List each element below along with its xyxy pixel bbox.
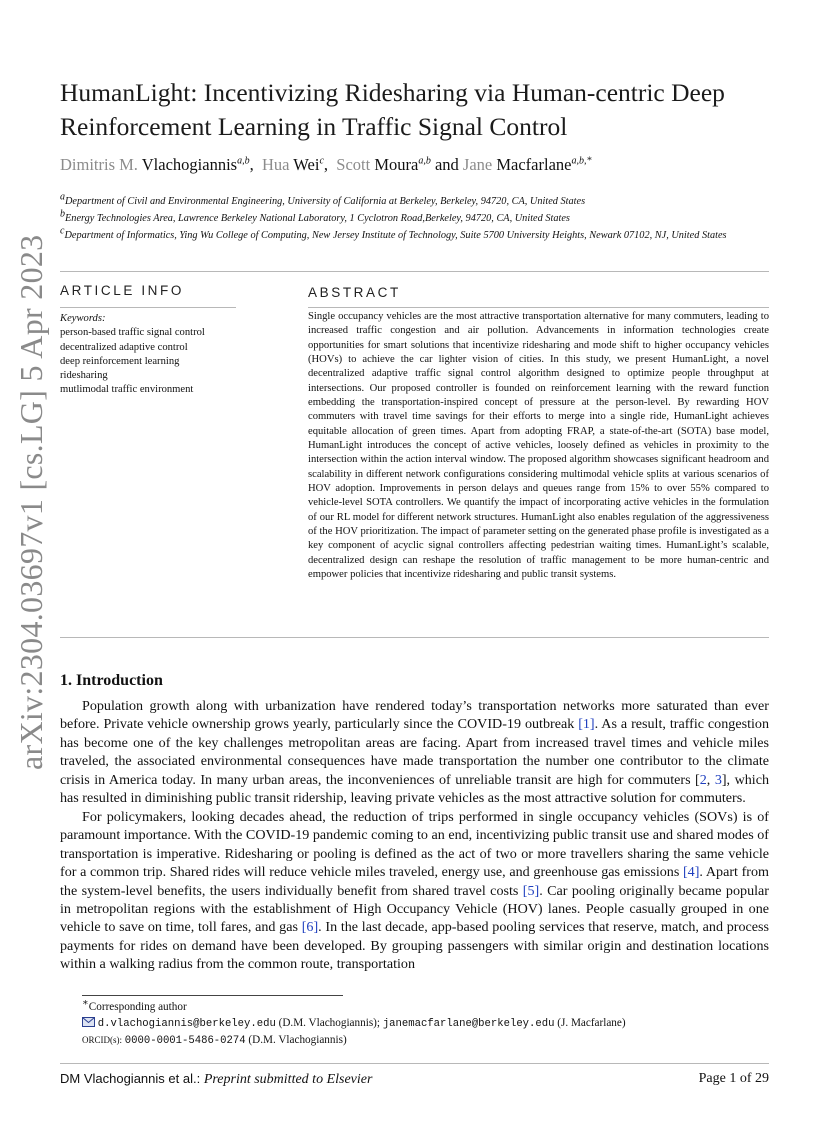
paragraph: Population growth along with urbanization have rendered today’s transportation networks more saturated than ever before. Private vehicle ownership grows yearly, particularly since the COVID-19 outbreak [1]. As a result, traffic congestion has become one of the key challenges metropolitan areas are facing. Apart from increased travel times and vehicle miles traveled, the associated environmental consequences have made transportation the number one contributor to the climate crisis in America today. In many urban areas, the inconveniences of unreliable transit are high for commuters [2, 3], which has resulted in diminishing public transit ridership, leaving private vehicles as the most attractive solution for commuters.: [60, 698, 770, 807]
keyword: decentralized adaptive control: [60, 341, 188, 353]
orcid-link[interactable]: 0000-0001-5486-0274: [124, 1035, 246, 1047]
affiliation: $^c$Department of Informatics, Ying Wu College of Computing, New Jersey Institute of Technology, Suite 5700 University Heights, Newark 07102, NJ, United States: [60, 225, 727, 241]
affiliation: $^b$Energy Technologies Area, Lawrence Berkeley National Laboratory, 1 Cyclotron Road,Berkeley, 94720, CA, United States: [60, 208, 570, 224]
abstract-text: Single occupancy vehicles are the most attractive transportation alternative for many commuters, leading to increased traffic congestion and air pollution. Advancements in information technologies create opportunities for smart solutions that incentivize ridesharing and mode shift to higher occupancy vehicles (HOVs) to achieve the car lighter vision of cities. In this study, we present HumanLight, a novel decentralized adaptive traffic signal control algorithm designed to optimize people throughput at intersections. Our proposed controller is founded on reinforcement learning with the reward function embedding the transportation-inspired concept of pressure at the person-level. By rewarding HOV commuters with travel time savings for their efforts to merge into a single ride, HumanLight achieves equitable allocation of green times. Apart from adopting FRAP, a state-of-the-art (SOTA) base model, HumanLight introduces the concept of active vehicles, loosely defined as vehicles in proximity to the intersection within the action interval window. The proposed algorithm showcases significant headroom and scalability in different network configurations considering multimodal vehicle splits at various scenarios of HOV adoption. Improvements in person delays and queues range from 15% to over 55% compared to vehicle-level SOTA controllers. We quantify the impact of incorporating active vehicles in the formulation of our RL model for different network structures. HumanLight also enables regulation of the aggressiveness of the HOV prioritization. The impact of parameter setting on the generated phase profile is investigated as a key component of acyclic signal controllers affecting pedestrian waiting times. HumanLight’s scalable, decentralized design can reshape the resolution of traffic management to be more human-centric and empower policies that incentivize ridesharing and public transit systems.: [308, 311, 769, 580]
citation-link[interactable]: 2: [699, 771, 707, 788]
author[interactable]: Hua Wei$^c$: [261, 155, 324, 174]
keywords: [60, 312, 205, 398]
abstract-heading: ABSTRACT: [308, 285, 401, 300]
paragraph: For policymakers, looking decades ahead, the reduction of trips performed in single occupancy vehicles (SOVs) is of paramount importance. With the COVID-19 pandemic coming to an end, incentivizing public transit use and shared modes of transportation is imperative. Ridesharing or pooling is defined as the act of two or more travellers sharing the same vehicle for a common trip. Shared rides will reduce vehicle miles traveled, energy use, and greenhouse gas emissions [4]. Apart from the system-level benefits, the users individually benefit from shared travel costs [5]. Car pooling originally became popular in metropolitan regions with the establishment of High Occupancy Vehicle (HOV) lanes. People casually grouped in one vehicle to save on time, toll fares, and gas [6]. In the last decade, app-based pooling services that reserve, match, and process payments for rides on demand have been developed. By grouping passengers with similar origin and destination locations within a walking radius from the common route, transportation: [60, 808, 769, 973]
envelope-icon: [82, 1017, 95, 1029]
keyword: mutlimodal traffic environment: [60, 384, 194, 396]
citation-link[interactable]: [4]: [682, 864, 700, 881]
arxiv-stamp: arXiv:2304.03697v1 [cs.LG] 5 Apr 2023: [13, 234, 49, 770]
footer-divider: [60, 1063, 769, 1064]
divider: [308, 307, 769, 308]
footnote: ∗Corresponding author d.vlachogiannis@berkeley.edu (D.M. Vlachogiannis); janemacfarlane@berkeley.edu (J. Macfarlane) ORCID(s): 0000-0001-5486-0274 (D.M. Vlachogiannis): [82, 997, 626, 1047]
keyword: ridesharing: [60, 370, 108, 382]
divider: [60, 637, 769, 638]
keyword: person-based traffic signal control: [60, 327, 205, 339]
divider: [60, 307, 236, 308]
affiliation: $^a$Department of Civil and Environmental Engineering, University of California at Berkeley, Berkeley, 94720, CA, United States: [60, 191, 586, 207]
page-number: Page 1 of 29: [698, 1071, 769, 1086]
paper-title: HumanLight: Incentivizing Ridesharing via Human-centric Deep Reinforcement Learning in Traffic Signal Control: [60, 78, 725, 141]
article-info-heading: ARTICLE INFO: [60, 283, 184, 298]
citation-link[interactable]: [1]: [578, 716, 595, 733]
citation-link[interactable]: [6]: [301, 919, 319, 936]
citation-link[interactable]: [5]: [522, 882, 540, 899]
introduction-body: [60, 697, 769, 974]
section-heading: 1. Introduction: [60, 672, 163, 689]
author-list: Dimitris M. Vlachogiannis$^{a,b}$, Hua Wei$^c$, Scott Moura$^{a,b}$ and Jane Macfarlane$^{a,b,*}$: [60, 155, 592, 174]
keyword: deep reinforcement learning: [60, 355, 180, 367]
divider: [60, 271, 769, 272]
footnote-rule: [82, 995, 343, 996]
email-link[interactable]: janemacfarlane@berkeley.edu: [382, 1018, 555, 1030]
email-link[interactable]: d.vlachogiannis@berkeley.edu: [97, 1018, 276, 1030]
author[interactable]: Jane Macfarlane$^{a,b,*}$: [462, 155, 592, 174]
keywords-label: Keywords:: [60, 313, 106, 324]
author[interactable]: Dimitris M. Vlachogiannis$^{a,b}$: [60, 155, 250, 174]
footer-citation: DM Vlachogiannis et al.: Preprint submitted to Elsevier: [60, 1071, 373, 1087]
author[interactable]: Scott Moura$^{a,b}$: [336, 155, 431, 174]
citation-link[interactable]: 3: [714, 771, 722, 788]
